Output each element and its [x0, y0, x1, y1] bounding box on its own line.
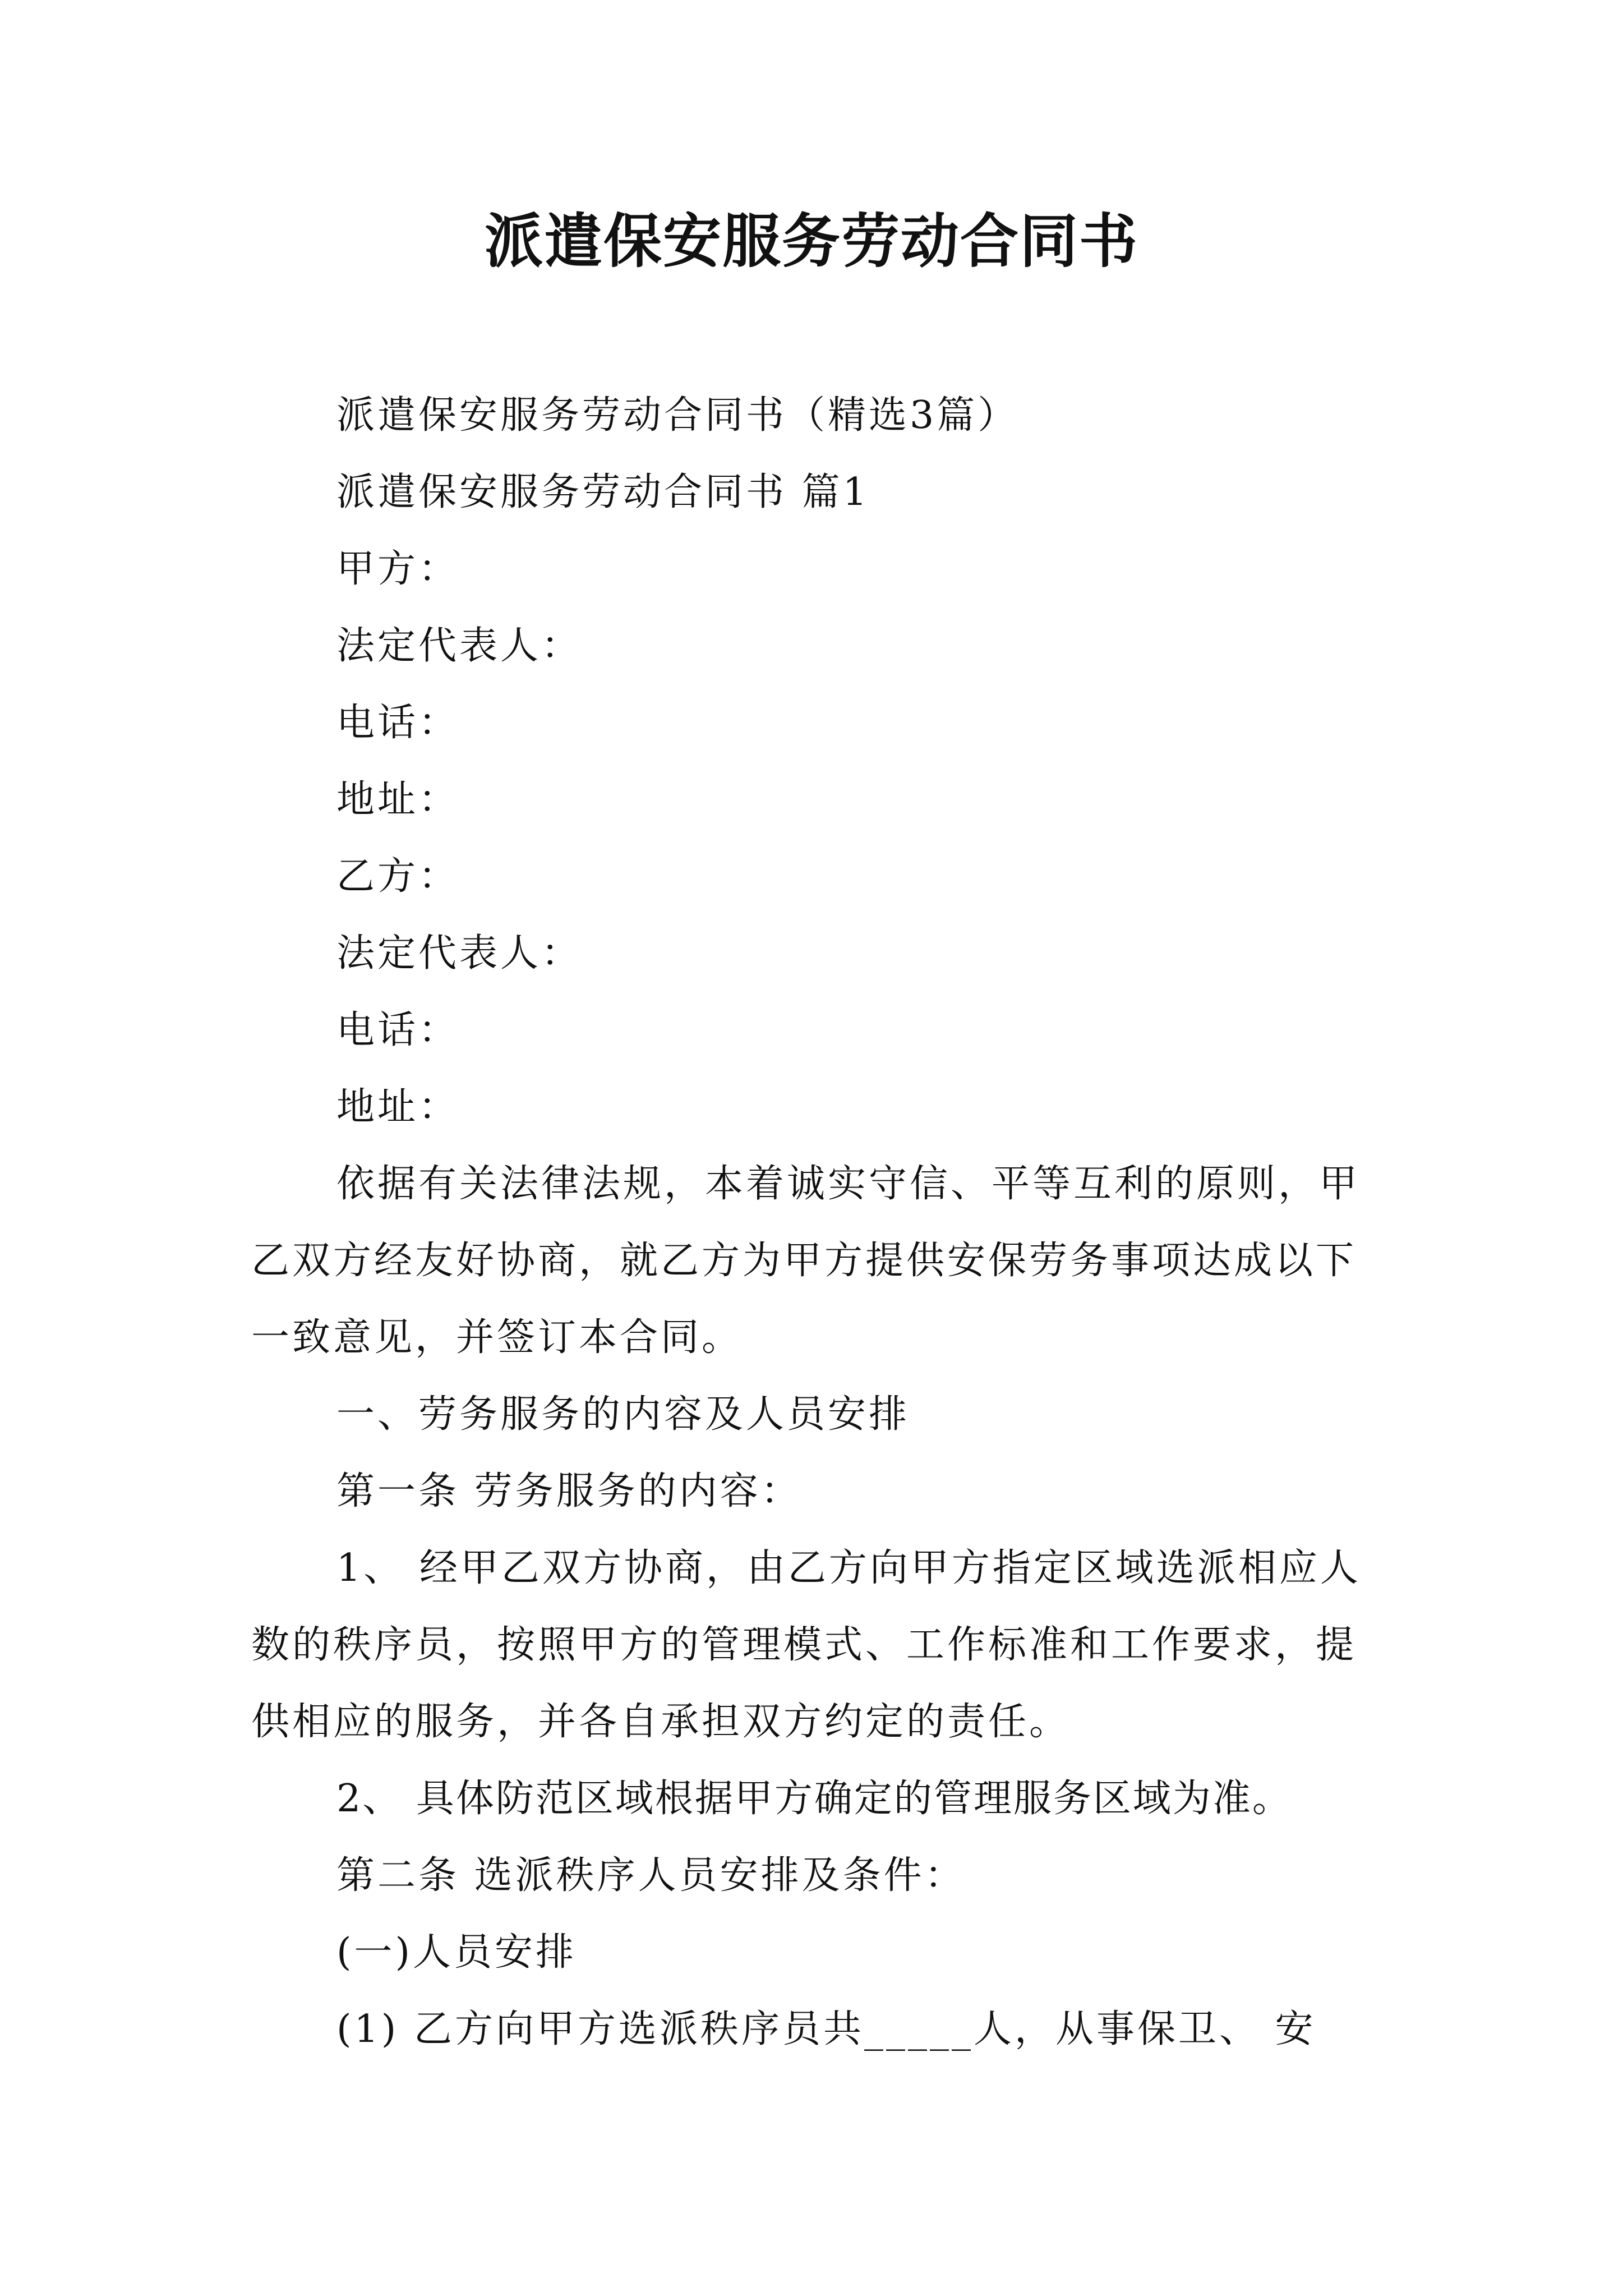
document-body: [251, 377, 1390, 2068]
party-a-address-label: 地址：: [336, 777, 460, 822]
paragraph-article-one: 第一条 劳务服务的内容：: [336, 1469, 802, 1513]
paragraph-subtitle: 派遣保安服务劳动合同书（精选3篇）: [336, 393, 1019, 438]
party-b-label: 乙方：: [336, 854, 460, 899]
party-b-representative-label: 法定代表人：: [336, 931, 583, 976]
paragraph-article-one-item-2: 2、 具体防范区域根据甲方确定的管理服务区域为准。: [336, 1777, 1292, 1821]
paragraph-article-one-item-1: 1、 经甲乙双方协商，由乙方向甲方指定区域选派相应人数的秩序员，按照甲方的管理模式、工作标准和工作要求，提供相应的服务，并各自承担双方约定的责任。: [251, 1546, 1361, 1744]
paragraph-staff-arrangement: (一)人员安排: [336, 1930, 577, 1975]
party-a-label: 甲方：: [336, 547, 460, 591]
paragraph-section-heading: 派遣保安服务劳动合同书 篇1: [336, 470, 870, 514]
party-b-address-label: 地址：: [336, 1085, 460, 1129]
paragraph-chapter-one: 一、劳务服务的内容及人员安排: [336, 1392, 910, 1437]
paragraph-staff-count: (1) 乙方向甲方选派秩序员共_____人，从事保卫、 安: [336, 2007, 1316, 2051]
paragraph-article-two: 第二条 选派秩序人员安排及条件：: [336, 1853, 966, 1898]
party-a-phone-label: 电话：: [336, 701, 460, 745]
party-a-representative-label: 法定代表人：: [336, 624, 583, 668]
party-b-phone-label: 电话：: [336, 1008, 460, 1052]
paragraph-preamble: 依据有关法律法规，本着诚实守信、平等互利的原则，甲乙双方经友好协商，就乙方为甲方提供安保劳务事项达成以下一致意见，并签订本合同。: [251, 1162, 1361, 1360]
document-title: 派遣保安服务劳动合同书: [484, 206, 1138, 275]
